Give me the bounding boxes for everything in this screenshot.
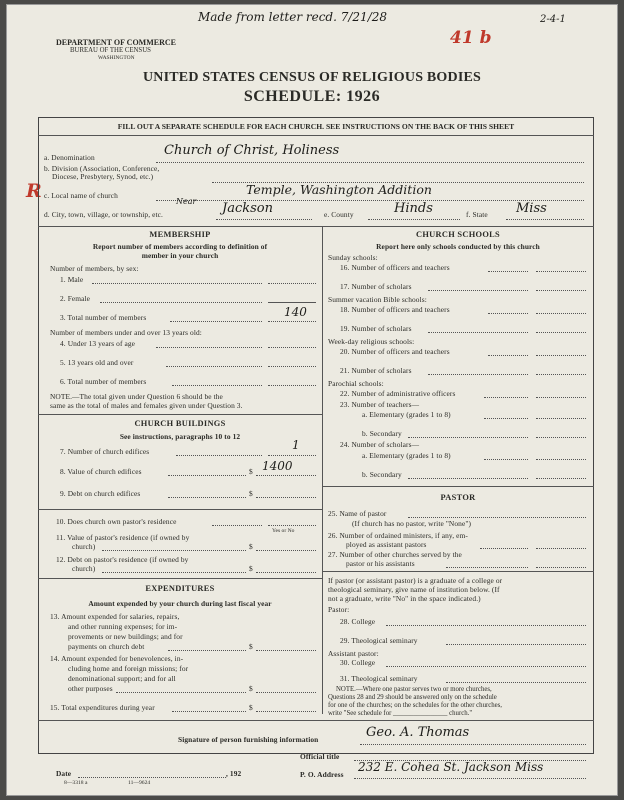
q8-value[interactable]: 1400 — [262, 459, 293, 473]
assistant-pastor-label: Assistant pastor: — [328, 649, 379, 658]
bureau-name: BUREAU OF THE CENSUS — [70, 47, 151, 54]
divider — [38, 135, 594, 136]
q17-label: 17. Number of scholars — [340, 282, 412, 291]
po-address-label: P. O. Address — [300, 770, 344, 779]
q6-dots — [172, 385, 262, 386]
q23-label: 23. Number of teachers— — [340, 400, 420, 409]
buildings-intro: See instructions, paragraphs 10 to 12 — [119, 432, 241, 441]
q8-dots — [168, 475, 246, 476]
signature-line[interactable] — [360, 744, 586, 745]
divider — [322, 486, 594, 487]
pastor-note-4: write "See schedule for ________________ church." — [328, 710, 473, 717]
q13-answer-line[interactable] — [256, 650, 316, 651]
q16-label: 16. Number of officers and teachers — [340, 263, 450, 272]
q2-label: 2. Female — [60, 294, 91, 303]
q24a-label: a. Elementary (grades 1 to 8) — [362, 451, 451, 460]
q8-label: 8. Value of church edifices — [60, 467, 142, 476]
q26-answer-line[interactable] — [536, 548, 586, 549]
pastor-note-3: for one of the churches; on the schedules for the other churches, — [328, 702, 503, 709]
print-number: 11—9624 — [128, 780, 151, 786]
q11-label-2: church) — [72, 542, 96, 551]
q6-label: 6. Total number of members — [60, 377, 147, 386]
q24a-answer-line[interactable] — [536, 459, 586, 460]
buildings-title: CHURCH BUILDINGS — [134, 419, 226, 428]
under-over-label: Number of members under and over 13 years old: — [50, 328, 202, 337]
q2-dots — [100, 302, 262, 303]
state-label: f. State — [466, 210, 488, 219]
q3-dots — [170, 321, 262, 322]
corner-code: 2-4-1 — [540, 14, 566, 25]
divider — [38, 578, 322, 579]
graduate-note: If pastor (or assistant pastor) is a graduate of a college or — [328, 576, 503, 585]
q23b-label: b. Secondary — [362, 429, 402, 438]
denomination-line — [156, 162, 584, 163]
pastor-title: PASTOR — [440, 493, 476, 502]
membership-note-2: same as the total of males and females given under Question 3. — [50, 401, 243, 410]
q26-label-2: ployed as assistant pastors — [346, 540, 427, 549]
q27-label-2: pastor or his assistants — [346, 559, 415, 568]
q3-value[interactable]: 140 — [284, 305, 307, 319]
q13-dollar: $ — [249, 642, 253, 651]
expenditures-title: EXPENDITURES — [145, 584, 215, 593]
q19-label: 19. Number of scholars — [340, 324, 412, 333]
city-line — [216, 219, 312, 220]
divider — [38, 720, 594, 721]
q24b-label: b. Secondary — [362, 470, 402, 479]
city-note: Near — [176, 197, 197, 206]
q21-label: 21. Number of scholars — [340, 366, 412, 375]
form-title: UNITED STATES CENSUS OF RELIGIOUS BODIES — [142, 70, 481, 85]
q29-answer-line[interactable] — [446, 644, 586, 645]
q31-label: 31. Theological seminary — [340, 674, 418, 683]
date-label: Date — [56, 769, 72, 778]
membership-intro-2: member in your church — [141, 251, 219, 260]
q25-answer-line[interactable] — [408, 517, 586, 518]
q5-label: 5. 13 years old and over — [60, 358, 134, 367]
county-value[interactable]: Hinds — [394, 201, 433, 216]
state-line — [506, 219, 584, 220]
q5-answer-line[interactable] — [268, 366, 316, 367]
q23b-dots — [408, 437, 528, 438]
q7-value[interactable]: 1 — [292, 438, 300, 452]
pastor-note: NOTE.—Where one pastor serves two or more churches, — [336, 686, 492, 693]
divider — [38, 414, 322, 415]
divider — [38, 509, 322, 510]
q24a-dots — [484, 459, 528, 460]
schedule-title: SCHEDULE: 1926 — [243, 88, 381, 105]
q15-dollar: $ — [249, 703, 253, 712]
q21-dots — [428, 374, 528, 375]
q6-answer-line[interactable] — [268, 385, 316, 386]
q22-label: 22. Number of administrative officers — [340, 389, 456, 398]
q13-dots — [168, 650, 246, 651]
q14-answer-line[interactable] — [256, 692, 316, 693]
pastor-note-2: Questions 28 and 29 should be answered only on the schedule — [328, 694, 497, 701]
q3-answer-line[interactable] — [268, 321, 316, 322]
q10-label: 10. Does church own pastor's residence — [56, 517, 177, 526]
city-label: d. City, town, village, or township, etc. — [44, 210, 163, 219]
q12-label-2: church) — [72, 564, 96, 573]
q1-answer-line[interactable] — [268, 283, 316, 284]
q26-dots — [480, 548, 528, 549]
q27-dots — [446, 567, 528, 568]
county-label: e. County — [324, 210, 354, 219]
division-label: b. Division (Association, Conference, — [44, 164, 160, 173]
form-instruction: FILL OUT A SEPARATE SCHEDULE FOR EACH CHURCH. SEE INSTRUCTIONS ON THE BACK OF THIS SHEET — [117, 122, 515, 131]
form-number: 8—3318 a — [64, 780, 88, 786]
divider — [322, 571, 594, 572]
q17-dots — [428, 290, 528, 291]
q10-answer-line[interactable] — [268, 525, 316, 526]
q14-dollar: $ — [249, 684, 253, 693]
q17-answer-line[interactable] — [536, 290, 586, 291]
handwritten-top-note: Made from letter recd. 7/21/28 — [198, 10, 387, 24]
q8-dollar: $ — [249, 467, 253, 476]
q13-label-3: provements or new buildings; and for — [68, 632, 183, 641]
q16-dots — [488, 271, 528, 272]
q12-answer-line[interactable] — [256, 572, 316, 573]
q15-label: 15. Total expenditures during year — [50, 703, 155, 712]
signature-label: Signature of person furnishing information — [178, 735, 319, 744]
denomination-value[interactable]: Church of Christ, Holiness — [164, 143, 340, 158]
denomination-label: a. Denomination — [44, 153, 95, 162]
q13-label-2: and other running expenses; for im- — [68, 622, 178, 631]
local-name-label: c. Local name of church — [44, 191, 118, 200]
q3-label: 3. Total number of members — [60, 313, 147, 322]
q23a-answer-line[interactable] — [536, 418, 586, 419]
state-value[interactable]: Miss — [516, 201, 547, 216]
q11-dollar: $ — [249, 542, 253, 551]
q14-label-3: denominational support; and for all — [68, 674, 176, 683]
q12-dollar: $ — [249, 564, 253, 573]
q9-dots — [168, 497, 246, 498]
q24b-answer-line[interactable] — [536, 478, 586, 479]
red-file-number: 41 b — [450, 28, 492, 48]
official-title-label: Official title — [300, 752, 340, 761]
census-schedule-sheet — [6, 4, 618, 796]
q27-answer-line[interactable] — [536, 567, 586, 568]
q9-label: 9. Debt on church edifices — [60, 489, 141, 498]
division-label-2: Diocese, Presbytery, Synod, etc.) — [52, 172, 154, 181]
q1-dots — [92, 283, 262, 284]
graduate-note-3: not a graduate, write "No" in the space indicated.) — [328, 594, 481, 603]
q5-dots — [166, 366, 262, 367]
q10-dots — [212, 525, 262, 526]
membership-note: NOTE.—The total given under Question 6 should be the — [50, 392, 223, 401]
membership-title: MEMBERSHIP — [149, 230, 211, 239]
divider — [38, 226, 594, 227]
signature-value[interactable]: Geo. A. Thomas — [366, 725, 470, 740]
q2-answer-line[interactable] — [268, 302, 316, 303]
members-by-sex-label: Number of members, by sex: — [50, 264, 139, 273]
q7-dots — [176, 455, 262, 456]
q19-answer-line[interactable] — [536, 332, 586, 333]
q4-label: 4. Under 13 years of age — [60, 339, 136, 348]
q24b-dots — [408, 478, 528, 479]
city-value[interactable]: Jackson — [222, 201, 273, 216]
q12-dots — [102, 572, 246, 573]
q25-label: 25. Name of pastor — [328, 509, 387, 518]
q15-dots — [172, 711, 246, 712]
red-r-mark: R — [26, 180, 42, 202]
q26-label: 26. Number of ordained ministers, if any, em- — [328, 531, 468, 540]
q11-dots — [102, 550, 246, 551]
q19-dots — [428, 332, 528, 333]
q23a-label: a. Elementary (grades 1 to 8) — [362, 410, 451, 419]
department-name: DEPARTMENT OF COMMERCE — [56, 38, 177, 47]
pastor-label: Pastor: — [328, 605, 350, 614]
local-name-value[interactable]: Temple, Washington Addition — [246, 182, 432, 197]
q20-answer-line[interactable] — [536, 355, 586, 356]
q8-answer-line[interactable] — [256, 475, 316, 476]
q7-answer-line[interactable] — [268, 455, 316, 456]
q14-label-2: cluding home and foreign missions; for — [68, 664, 189, 673]
q30-answer-line[interactable] — [386, 666, 586, 667]
q4-dots — [156, 347, 262, 348]
schools-title: CHURCH SCHOOLS — [415, 230, 500, 239]
q12-label: 12. Debt on pastor's residence (if owned by — [56, 555, 189, 564]
po-address-line[interactable] — [354, 778, 586, 779]
bureau-city: WASHINGTON — [98, 55, 135, 61]
q21-answer-line[interactable] — [536, 374, 586, 375]
parochial-schools-label: Parochial schools: — [328, 379, 384, 388]
q15-answer-line[interactable] — [256, 711, 316, 712]
q7-label: 7. Number of church edifices — [60, 447, 150, 456]
weekday-schools-label: Week-day religious schools: — [328, 337, 415, 346]
membership-intro: Report number of members according to definition of — [92, 242, 268, 251]
schools-intro: Report here only schools conducted by this church — [376, 242, 540, 251]
q20-dots — [488, 355, 528, 356]
expenditures-intro: Amount expended by your church during last fiscal year — [88, 599, 272, 608]
q31-answer-line[interactable] — [446, 682, 586, 683]
q23a-dots — [484, 418, 528, 419]
date-line[interactable] — [78, 777, 226, 778]
q24-label: 24. Number of scholars— — [340, 440, 420, 449]
q22-answer-line[interactable] — [536, 397, 586, 398]
q18-answer-line[interactable] — [536, 313, 586, 314]
q23b-answer-line[interactable] — [536, 437, 586, 438]
date-year: , 192 — [226, 769, 242, 778]
q25-note: (If church has no pastor, write "None") — [352, 519, 472, 528]
q18-label: 18. Number of officers and teachers — [340, 305, 450, 314]
summer-schools-label: Summer vacation Bible schools: — [328, 295, 427, 304]
column-divider — [322, 226, 323, 714]
q9-dollar: $ — [249, 489, 253, 498]
q22-dots — [484, 397, 528, 398]
graduate-note-2: theological seminary, give name of institution below. (If — [328, 585, 500, 594]
q27-label: 27. Number of other churches served by the — [328, 550, 462, 559]
q28-answer-line[interactable] — [386, 625, 586, 626]
q14-label: 14. Amount expended for benevolences, in- — [50, 654, 184, 663]
q14-dots — [116, 692, 246, 693]
sunday-schools-label: Sunday schools: — [328, 253, 378, 262]
q16-answer-line[interactable] — [536, 271, 586, 272]
q14-label-4: other purposes — [68, 684, 113, 693]
q11-label: 11. Value of pastor's residence (if owned by — [56, 533, 190, 542]
q20-label: 20. Number of officers and teachers — [340, 347, 450, 356]
q1-label: 1. Male — [60, 275, 84, 284]
q9-answer-line[interactable] — [256, 497, 316, 498]
q18-dots — [488, 313, 528, 314]
q11-answer-line[interactable] — [256, 550, 316, 551]
q28-label: 28. College — [340, 617, 376, 626]
q30-label: 30. College — [340, 658, 376, 667]
q13-label-4: payments on church debt — [68, 642, 145, 651]
po-address-value[interactable]: 232 E. Cohea St. Jackson Miss — [358, 760, 544, 774]
yes-no-caption: Yes or No — [272, 528, 295, 534]
q4-answer-line[interactable] — [268, 347, 316, 348]
q13-label: 13. Amount expended for salaries, repairs, — [50, 612, 180, 621]
q29-label: 29. Theological seminary — [340, 636, 418, 645]
county-line — [368, 219, 460, 220]
